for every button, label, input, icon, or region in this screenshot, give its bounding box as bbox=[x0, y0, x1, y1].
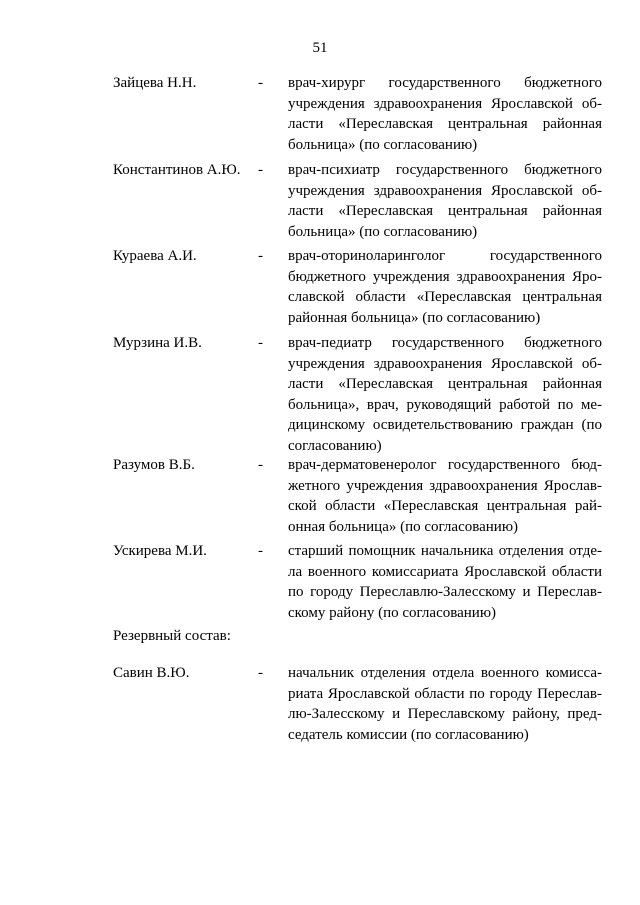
position-line: ласти «Переславская центральная районная bbox=[288, 203, 602, 219]
member-name: Мурзина И.В. bbox=[113, 335, 202, 351]
position-line: ласти «Переславская центральная районная bbox=[288, 116, 602, 132]
position-line: врач-дерматовенеролог государственного бюд- bbox=[288, 457, 602, 473]
position-line: лю-Залесскому и Переславскому району, пред- bbox=[288, 706, 602, 722]
position-line: жетного учреждения здравоохранения Ярослав- bbox=[288, 477, 602, 494]
position-line: седатель комиссии (по согласованию) bbox=[288, 726, 529, 743]
position-line: начальник отделения отдела военного комисса- bbox=[288, 665, 602, 681]
position-line: согласованию) bbox=[288, 437, 382, 454]
member-position bbox=[288, 455, 602, 537]
position-line: по городу Переславлю-Залесскому и Переслав- bbox=[288, 584, 602, 600]
position-line: скому району (по согласованию) bbox=[288, 604, 497, 621]
dash-separator: - bbox=[258, 665, 263, 681]
position-line: бюджетного учреждения здравоохранения Яро- bbox=[288, 268, 602, 285]
position-line: учреждения здравоохранения Ярославской об- bbox=[288, 355, 602, 372]
position-line: славской области «Переславская центральная bbox=[288, 289, 602, 305]
position-line: районная больница» (по согласованию) bbox=[288, 309, 541, 326]
position-line: дицинскому освидетельствованию граждан (по bbox=[288, 417, 602, 433]
member-name: Константинов А.Ю. bbox=[113, 162, 241, 178]
position-line: врач-хирург государственного бюджетного bbox=[288, 75, 602, 91]
position-line: врач-оториноларинголог государственного bbox=[288, 248, 602, 264]
position-line: риата Ярославской области по городу Переслав- bbox=[288, 685, 602, 702]
member-position bbox=[288, 663, 602, 745]
position-line: учреждения здравоохранения Ярославской об- bbox=[288, 95, 602, 112]
member-position bbox=[288, 333, 602, 456]
dash-separator: - bbox=[258, 248, 263, 264]
member-name: Кураева А.И. bbox=[113, 248, 197, 264]
member-position bbox=[288, 246, 602, 328]
member-name: Ускирева М.И. bbox=[113, 543, 207, 559]
position-line: больница», врач, руководящий работой по ме- bbox=[288, 396, 602, 413]
member-name: Савин В.Ю. bbox=[113, 665, 190, 681]
dash-separator: - bbox=[258, 457, 263, 473]
position-line: учреждения здравоохранения Ярославской об- bbox=[288, 182, 602, 199]
dash-separator: - bbox=[258, 162, 263, 178]
position-line: врач-психиатр государственного бюджетного bbox=[288, 162, 602, 178]
page-number: 51 bbox=[312, 40, 328, 56]
position-line: больница» (по согласованию) bbox=[288, 136, 478, 153]
position-line: старший помощник начальника отделения отде- bbox=[288, 543, 602, 559]
reserve-section-label: Резервный состав: bbox=[113, 628, 231, 644]
position-line: ла военного комиссариата Ярославской области bbox=[288, 563, 602, 580]
position-line: ской области «Переславская центральная рай- bbox=[288, 498, 602, 514]
position-line: ласти «Переславская центральная районная bbox=[288, 376, 602, 392]
member-name: Разумов В.Б. bbox=[113, 457, 195, 473]
member-position bbox=[288, 541, 602, 623]
position-line: врач-педиатр государственного бюджетного bbox=[288, 335, 602, 351]
dash-separator: - bbox=[258, 543, 263, 559]
position-line: больница» (по согласованию) bbox=[288, 223, 478, 240]
member-name: Зайцева Н.Н. bbox=[113, 75, 197, 91]
member-position bbox=[288, 160, 602, 242]
position-line: онная больница» (по согласованию) bbox=[288, 518, 519, 535]
member-position bbox=[288, 73, 602, 155]
dash-separator: - bbox=[258, 335, 263, 351]
dash-separator: - bbox=[258, 75, 263, 91]
